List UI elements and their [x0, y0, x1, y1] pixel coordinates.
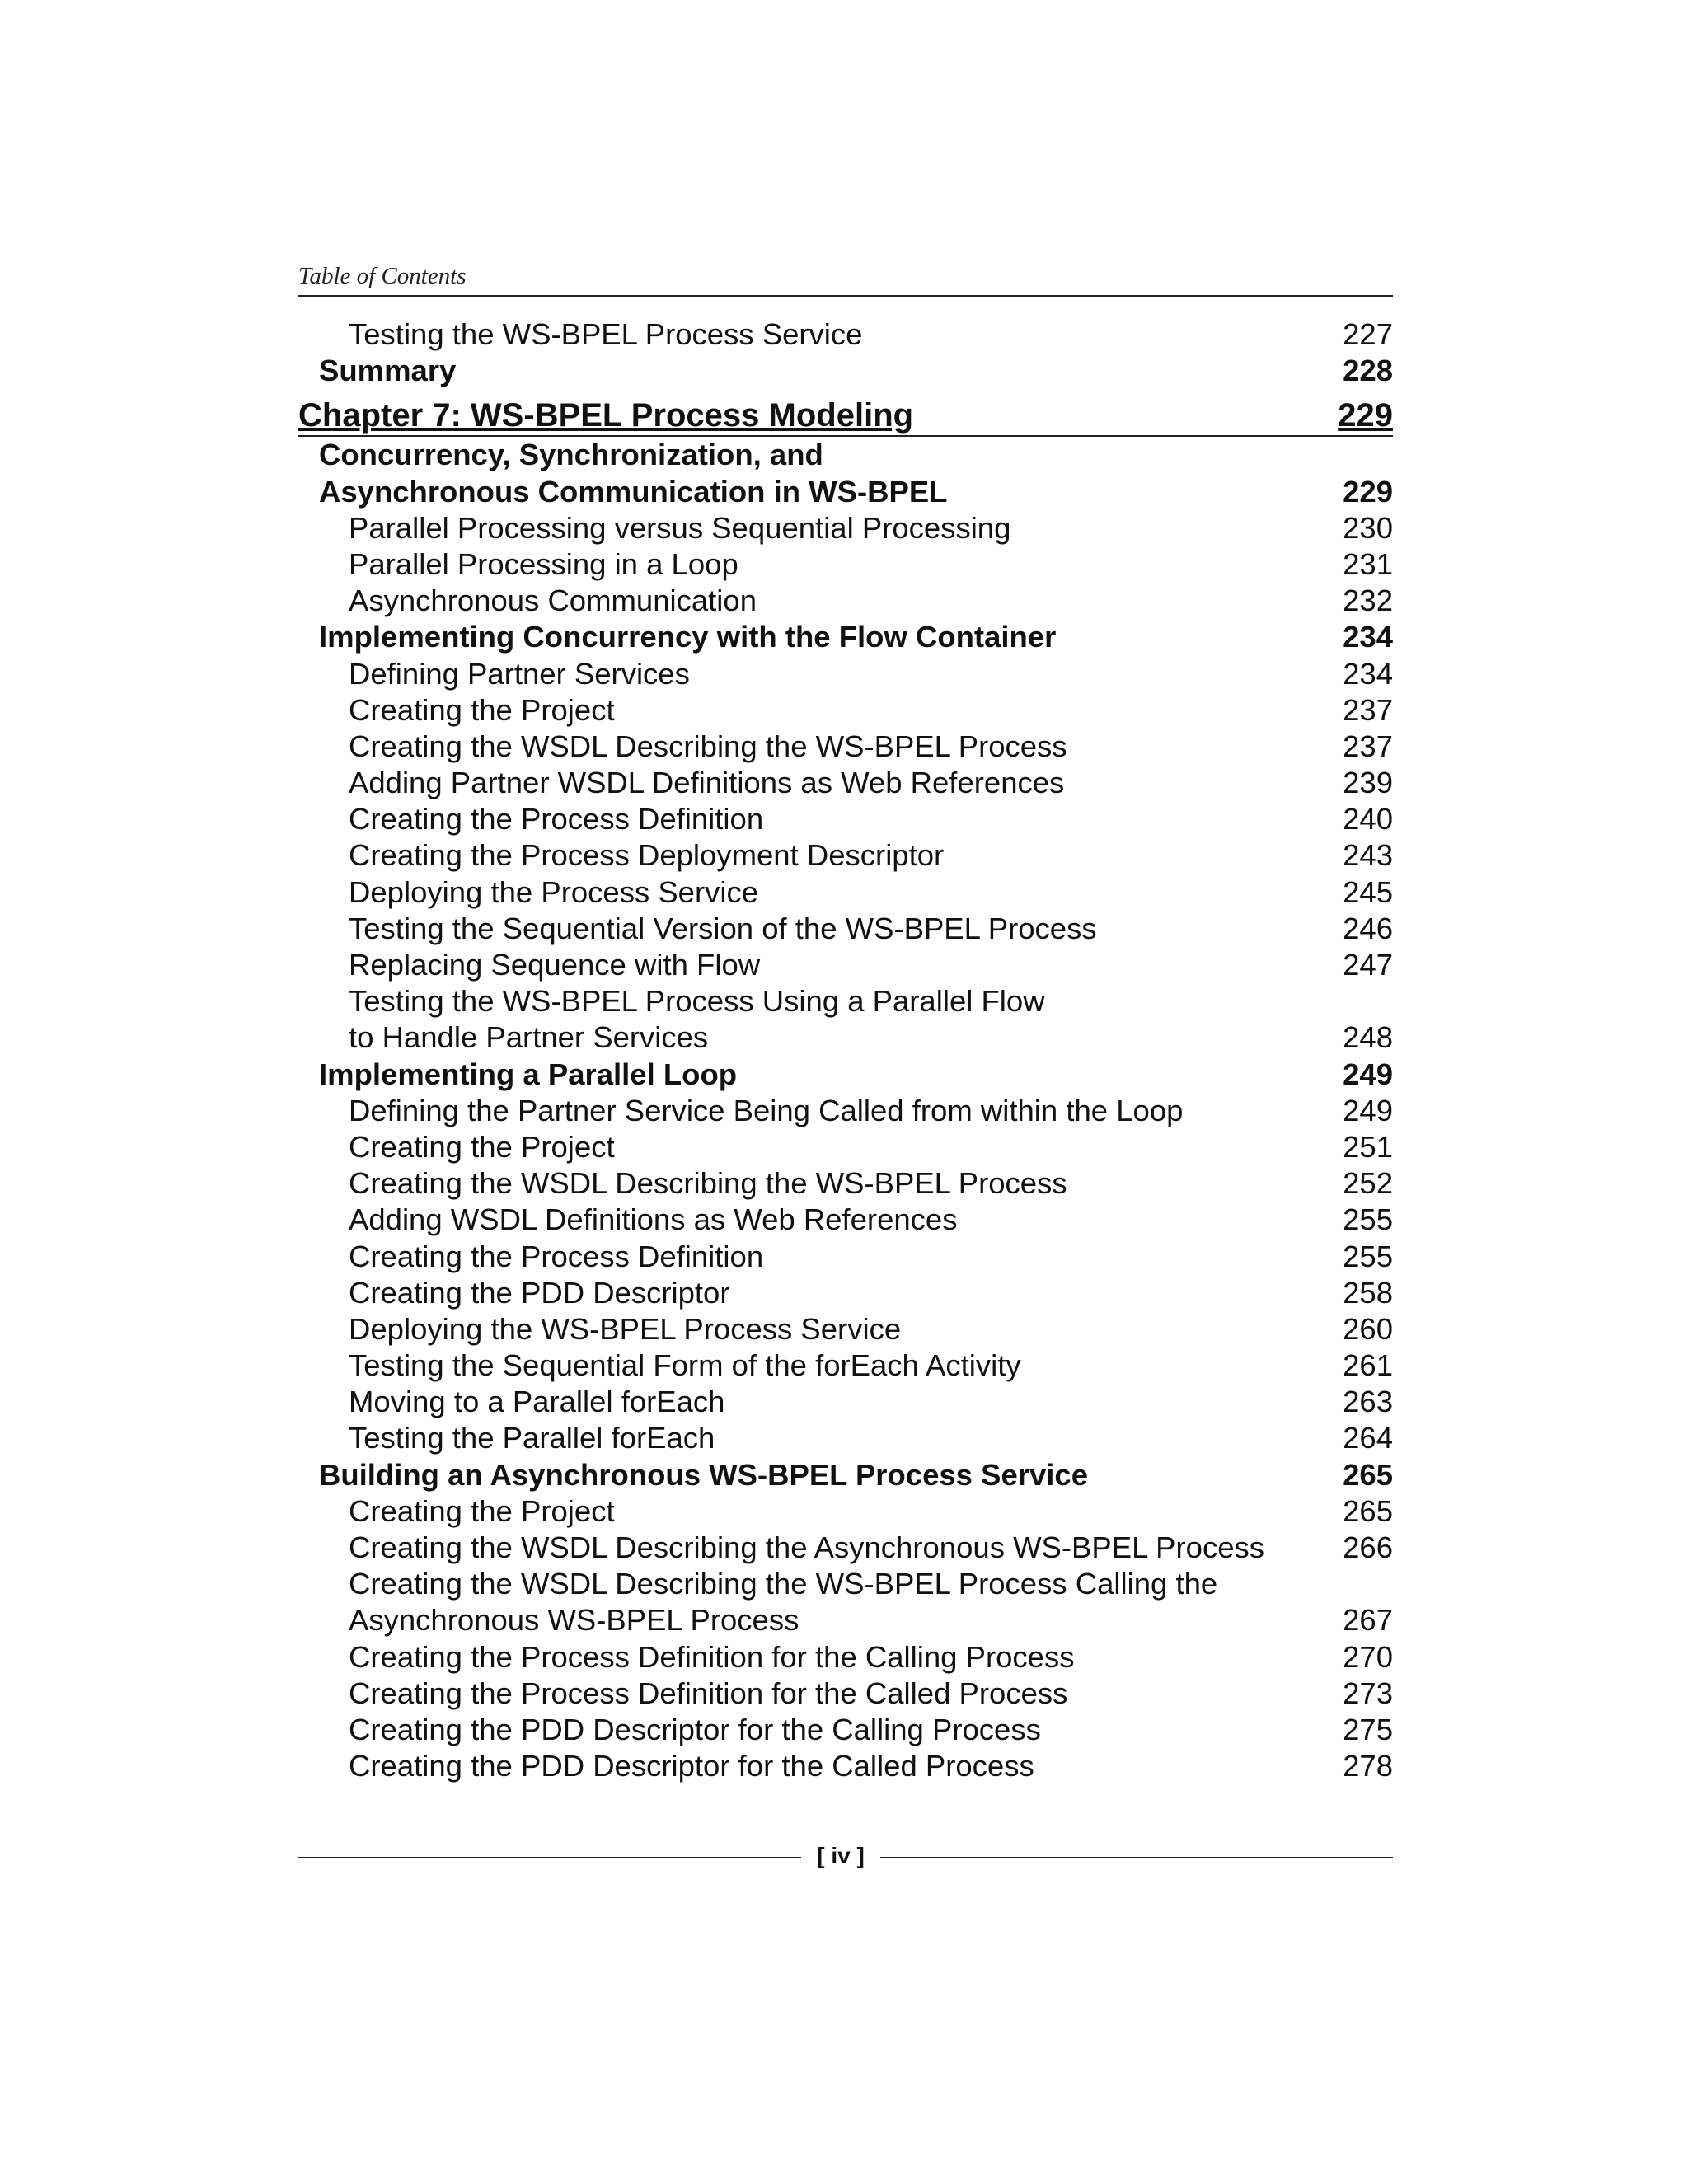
- toc-subsection-entry: [298, 1384, 1393, 1420]
- toc-subsection-entry: [298, 1602, 1393, 1638]
- toc-subsection-entry: [298, 1275, 1393, 1311]
- toc-entry-page: 246: [1343, 911, 1393, 945]
- toc-entry-page: 255: [1343, 1202, 1393, 1237]
- toc-subsection-entry: [298, 1639, 1393, 1675]
- toc-entry-title: Creating the Process Definition: [349, 802, 764, 837]
- toc-section-entry: [298, 437, 1393, 473]
- toc-entry-page: 251: [1343, 1129, 1393, 1164]
- toc-entry-page: 239: [1343, 766, 1393, 800]
- toc-section-entry: [298, 1457, 1393, 1493]
- footer-rule-left: [298, 1857, 801, 1858]
- toc-entry-page: 234: [1343, 620, 1393, 654]
- toc-subsection-entry: [298, 656, 1393, 692]
- toc-section-entry: [298, 353, 1393, 389]
- toc-section-entry: [298, 619, 1393, 655]
- toc-subsection-entry: [298, 765, 1393, 801]
- toc-subsection-entry: [298, 911, 1393, 947]
- toc-subsection-entry: [298, 1530, 1393, 1566]
- toc-entry-page: 260: [1343, 1311, 1393, 1346]
- toc-entry-title: Asynchronous WS-BPEL Process: [349, 1603, 799, 1638]
- toc-entry-title: Testing the WS-BPEL Process Using a Parallel Flow: [349, 984, 1045, 1019]
- toc-entry-page: 261: [1343, 1348, 1393, 1383]
- toc-entry-title: Adding WSDL Definitions as Web References: [349, 1202, 958, 1237]
- toc-entry-title: Creating the PDD Descriptor: [349, 1275, 730, 1310]
- toc-entry-title: Creating the Project: [349, 1129, 615, 1164]
- toc-subsection-entry: [298, 1493, 1393, 1530]
- footer-rule-right: [880, 1857, 1393, 1858]
- toc-entry-page: 228: [1343, 354, 1393, 388]
- toc-entry-title: Deploying the Process Service: [349, 874, 759, 909]
- toc-subsection-entry: [298, 1712, 1393, 1748]
- toc-entry-title: Testing the WS-BPEL Process Service: [349, 317, 863, 351]
- toc-entry-title: Asynchronous Communication in WS-BPEL: [319, 474, 948, 509]
- toc-subsection-entry: [298, 1165, 1393, 1202]
- toc-subsection-entry: [298, 1202, 1393, 1238]
- toc-subsection-entry: [298, 1347, 1393, 1384]
- toc-entry-page: 266: [1343, 1530, 1393, 1564]
- toc-entry-page: 275: [1343, 1712, 1393, 1746]
- toc-entry-title: Building an Asynchronous WS-BPEL Process Service: [319, 1457, 1089, 1492]
- toc-entry-title: Chapter 7: WS-BPEL Process Modeling: [298, 397, 914, 434]
- toc-entry-title: Creating the WSDL Describing the WS-BPEL Process Calling the: [349, 1567, 1218, 1601]
- toc-subsection-entry: [298, 729, 1393, 765]
- toc-subsection-entry: [298, 1566, 1393, 1602]
- toc-entry-title: Implementing Concurrency with the Flow Container: [319, 620, 1057, 654]
- toc-entry-title: Asynchronous Communication: [349, 583, 757, 618]
- toc-entry-title: Concurrency, Synchronization, and: [319, 438, 823, 472]
- toc-entry-page: 229: [1338, 397, 1393, 434]
- toc-entry-page: 252: [1343, 1166, 1393, 1201]
- toc-entry-title: Creating the Project: [349, 1493, 615, 1528]
- toc-entry-page: 278: [1343, 1749, 1393, 1783]
- toc-entry-page: 273: [1343, 1675, 1393, 1710]
- toc-entry-title: Creating the Process Deployment Descriptor: [349, 838, 945, 873]
- toc-entry-title: to Handle Partner Services: [349, 1020, 709, 1055]
- toc-subsection-entry: [298, 801, 1393, 837]
- toc-entry-title: Parallel Processing in a Loop: [349, 546, 738, 581]
- toc-entry-page: 232: [1343, 583, 1393, 618]
- toc-entry-title: Testing the Sequential Form of the forEach Activity: [349, 1348, 1021, 1383]
- toc-entry-title: Defining Partner Services: [349, 656, 690, 691]
- toc-entry-page: 255: [1343, 1239, 1393, 1273]
- toc-subsection-entry: [298, 1239, 1393, 1275]
- toc-entry-page: 237: [1343, 729, 1393, 763]
- table-of-contents: [298, 316, 1393, 1784]
- running-header-title: Table of Contents: [298, 263, 467, 289]
- toc-entry-title: Creating the Process Definition for the Called Process: [349, 1675, 1068, 1710]
- toc-subsection-entry: [298, 510, 1393, 546]
- toc-entry-page: 231: [1343, 546, 1393, 581]
- toc-subsection-entry: [298, 837, 1393, 874]
- toc-subsection-entry: [298, 947, 1393, 983]
- toc-entry-title: Creating the WSDL Describing the WS-BPEL Process: [349, 1166, 1067, 1201]
- toc-chapter-entry: [298, 389, 1393, 437]
- toc-subsection-entry: [298, 1311, 1393, 1347]
- toc-entry-page: 229: [1343, 474, 1393, 509]
- toc-entry-page: 248: [1343, 1020, 1393, 1055]
- page-footer: [298, 1840, 1393, 1872]
- toc-entry-page: 249: [1343, 1093, 1393, 1127]
- toc-entry-page: 237: [1343, 692, 1393, 727]
- toc-entry-page: 243: [1343, 838, 1393, 873]
- toc-subsection-entry: [298, 1675, 1393, 1712]
- toc-entry-title: Creating the Process Definition: [349, 1239, 764, 1273]
- toc-subsection-entry: [298, 1019, 1393, 1056]
- toc-entry-page: 264: [1343, 1421, 1393, 1455]
- toc-subsection-entry: [298, 1420, 1393, 1456]
- toc-entry-title: Creating the WSDL Describing the Asynchronous WS-BPEL Process: [349, 1530, 1265, 1564]
- running-header: [298, 262, 1393, 297]
- toc-subsection-entry: [298, 316, 1393, 353]
- toc-entry-page: 263: [1343, 1385, 1393, 1419]
- toc-entry-title: Implementing a Parallel Loop: [319, 1057, 738, 1091]
- toc-subsection-entry: [298, 692, 1393, 729]
- toc-subsection-entry: [298, 1129, 1393, 1165]
- toc-entry-title: Creating the WSDL Describing the WS-BPEL Process: [349, 729, 1067, 763]
- toc-subsection-entry: [298, 546, 1393, 583]
- toc-entry-page: 258: [1343, 1275, 1393, 1310]
- toc-entry-page: 230: [1343, 510, 1393, 545]
- toc-entry-page: 234: [1343, 656, 1393, 691]
- toc-subsection-entry: [298, 1093, 1393, 1129]
- toc-section-entry: [298, 1057, 1393, 1093]
- toc-subsection-entry: [298, 874, 1393, 911]
- toc-subsection-entry: [298, 583, 1393, 619]
- toc-entry-title: Creating the PDD Descriptor for the Calling Process: [349, 1712, 1041, 1746]
- toc-entry-page: 240: [1343, 802, 1393, 837]
- toc-entry-title: Deploying the WS-BPEL Process Service: [349, 1311, 902, 1346]
- toc-subsection-entry: [298, 1748, 1393, 1784]
- toc-entry-page: 247: [1343, 948, 1393, 982]
- toc-entry-title: Creating the PDD Descriptor for the Called Process: [349, 1749, 1034, 1783]
- toc-entry-page: 249: [1343, 1057, 1393, 1091]
- toc-entry-page: 267: [1343, 1603, 1393, 1638]
- toc-entry-title: Replacing Sequence with Flow: [349, 948, 761, 982]
- page-number: [ iv ]: [817, 1843, 865, 1868]
- toc-section-entry: [298, 474, 1393, 510]
- toc-entry-title: Testing the Sequential Version of the WS-BPEL Process: [349, 911, 1097, 945]
- toc-entry-title: Testing the Parallel forEach: [349, 1421, 715, 1455]
- toc-entry-title: Creating the Project: [349, 692, 615, 727]
- toc-entry-page: 227: [1343, 317, 1393, 351]
- toc-entry-title: Creating the Process Definition for the Calling Process: [349, 1639, 1075, 1674]
- toc-entry-page: 265: [1343, 1493, 1393, 1528]
- toc-entry-title: Summary: [319, 354, 457, 388]
- toc-subsection-entry: [298, 983, 1393, 1019]
- toc-entry-title: Defining the Partner Service Being Called from within the Loop: [349, 1093, 1184, 1127]
- toc-entry-title: Moving to a Parallel forEach: [349, 1385, 725, 1419]
- toc-entry-page: 270: [1343, 1639, 1393, 1674]
- toc-entry-page: 265: [1343, 1457, 1393, 1492]
- toc-entry-title: Adding Partner WSDL Definitions as Web References: [349, 766, 1065, 800]
- toc-entry-page: 245: [1343, 874, 1393, 909]
- toc-entry-title: Parallel Processing versus Sequential Processing: [349, 510, 1011, 545]
